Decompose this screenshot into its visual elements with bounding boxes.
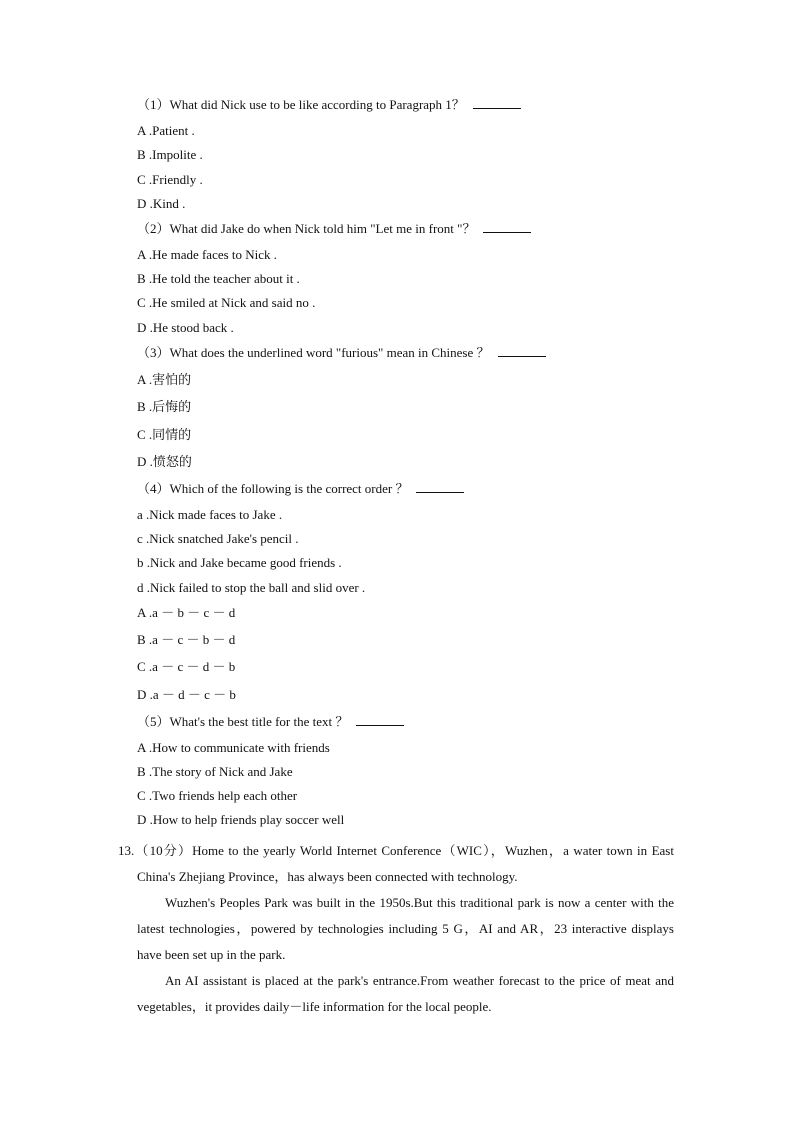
- question-5-stem: （5）What's the best title for the text ？: [137, 714, 404, 730]
- answer-blank: [356, 714, 404, 726]
- q4-option-b: B .a － c － b － d: [137, 632, 236, 647]
- q2-option-b: B .He told the teacher about it .: [137, 271, 300, 286]
- q4-event-c: c .Nick snatched Jake's pencil .: [137, 531, 299, 546]
- q1-option-b: B .Impolite .: [137, 147, 203, 162]
- question-2-stem: （2）What did Jake do when Nick told him "Let me in front "？: [137, 221, 531, 237]
- q4-event-d: d .Nick failed to stop the ball and slid over .: [137, 580, 366, 595]
- answer-blank: [498, 345, 546, 357]
- q5-option-c: C .Two friends help each other: [137, 788, 298, 803]
- q3-option-a: A .害怕的: [137, 372, 192, 387]
- q13-paragraph-2: An AI assistant is placed at the park's entrance.From weather forecast to the price of meat and vegetables，it provides daily－life information for the local people.: [137, 973, 674, 1014]
- q4-option-d: D .a － d － c － b: [137, 687, 236, 702]
- q4-event-a: a .Nick made faces to Jake .: [137, 507, 283, 522]
- question-3-stem: （3）What does the underlined word "furious" mean in Chinese ？: [137, 345, 546, 361]
- q13-number: 13.（10分）: [118, 843, 193, 858]
- q1-option-c: C .Friendly .: [137, 172, 203, 187]
- question-13: [118, 838, 674, 1020]
- q13-intro-text: Home to the yearly World Internet Conference（WIC），Wuzhen，a water town in East China's Zhejiang Province，has always been connected with technology.: [137, 843, 674, 884]
- q13-intro: [118, 838, 674, 890]
- q1-option-d: D .Kind .: [137, 196, 186, 211]
- q5-option-a: A .How to communicate with friends: [137, 740, 330, 755]
- q2-option-c: C .He smiled at Nick and said no .: [137, 295, 316, 310]
- question-1-stem: （1）What did Nick use to be like according to Paragraph 1？: [137, 97, 521, 113]
- q1-option-a: A .Patient .: [137, 123, 195, 138]
- q4-option-c: C .a － c － d － b: [137, 659, 236, 674]
- question-4-stem: （4）Which of the following is the correct order ？: [137, 481, 464, 497]
- q5-option-b: B .The story of Nick and Jake: [137, 764, 293, 779]
- q2-option-a: A .He made faces to Nick .: [137, 247, 278, 262]
- q5-option-d: D .How to help friends play soccer well: [137, 812, 345, 827]
- answer-blank: [416, 481, 464, 493]
- answer-blank: [483, 221, 531, 233]
- q13-paragraph-1: Wuzhen's Peoples Park was built in the 1950s.But this traditional park is now a center with the latest technologies，powered by technologies including 5 G，AI and AR，23 interactive displays have been set up in the park.: [137, 895, 674, 962]
- q3-option-c: C .同情的: [137, 427, 192, 442]
- q4-option-a: A .a － b － c － d: [137, 605, 236, 620]
- q3-option-d: D .愤怒的: [137, 454, 192, 469]
- q3-option-b: B .后悔的: [137, 399, 192, 414]
- q2-option-d: D .He stood back .: [137, 320, 234, 335]
- q4-event-b: b .Nick and Jake became good friends .: [137, 555, 342, 570]
- answer-blank: [473, 97, 521, 109]
